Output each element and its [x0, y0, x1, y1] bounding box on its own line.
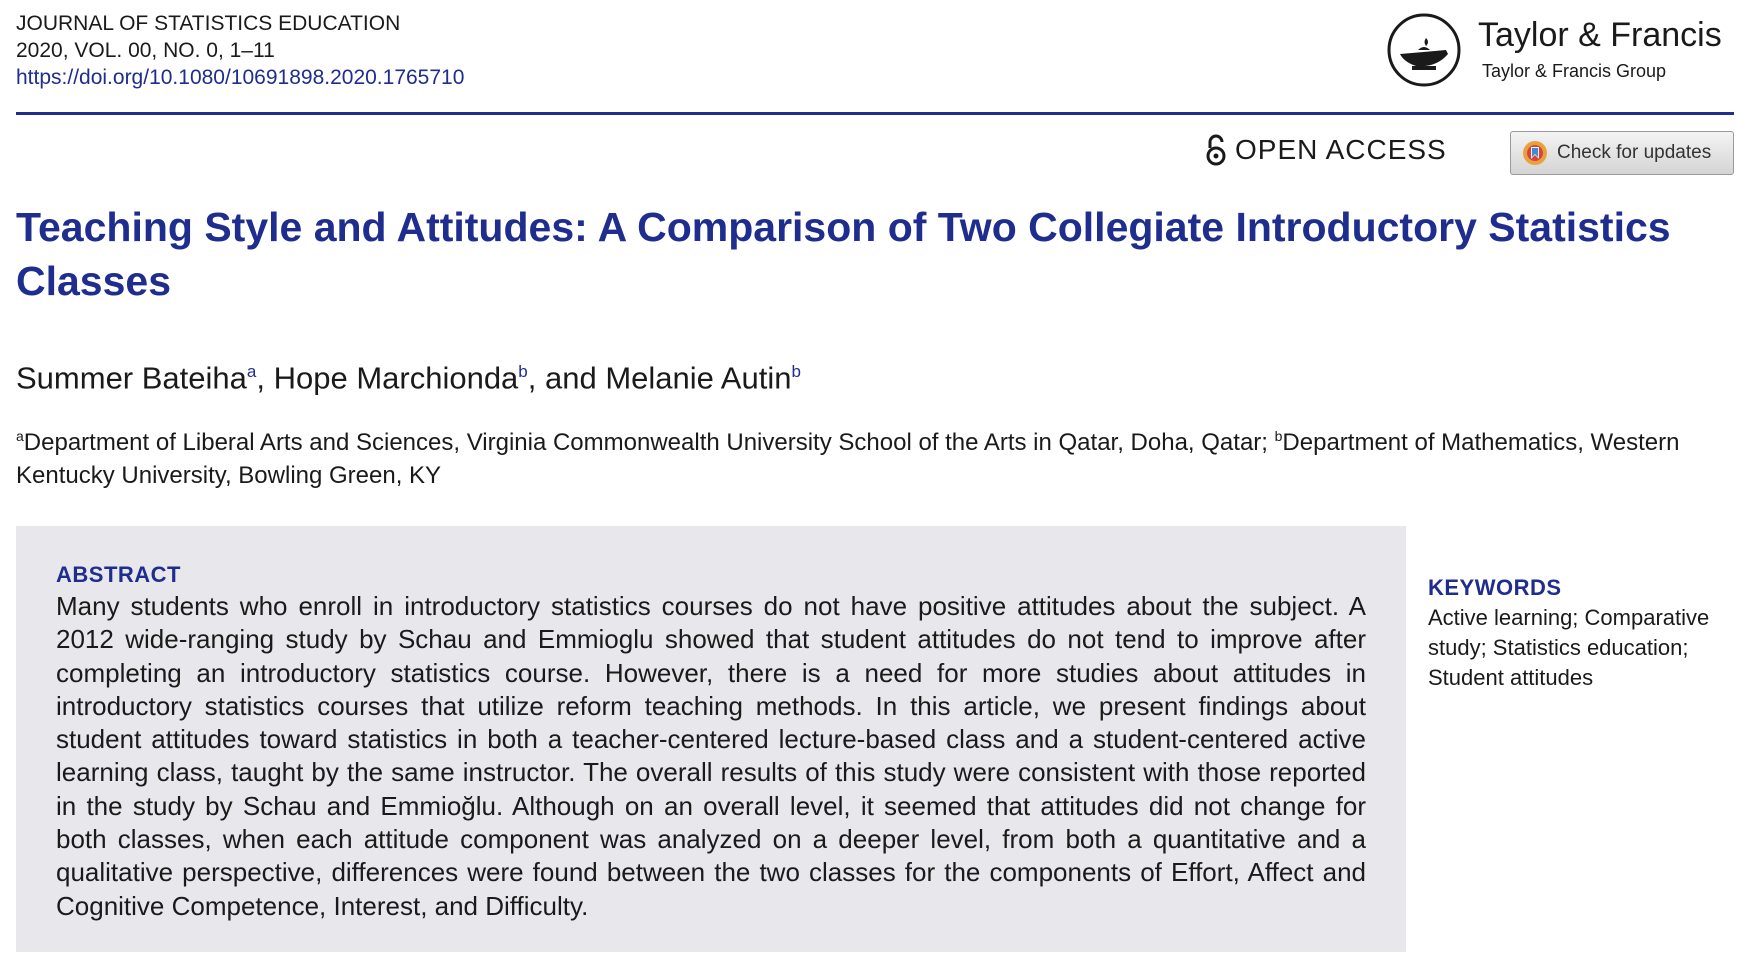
check-for-updates-label: Check for updates	[1557, 142, 1712, 163]
affiliation-marker: a	[16, 428, 24, 444]
open-access-badge	[1205, 132, 1447, 168]
author-name[interactable]: Melanie Autin	[605, 360, 792, 396]
open-access-label: OPEN ACCESS	[1235, 134, 1447, 165]
author-name[interactable]: Hope Marchionda	[273, 360, 519, 396]
journal-header	[16, 10, 464, 91]
publisher-group: Taylor & Francis Group	[1482, 61, 1667, 81]
oil-lamp-icon	[1386, 12, 1462, 88]
publisher-logo[interactable]	[1386, 12, 1726, 88]
doi-link[interactable]: https://doi.org/10.1080/10691898.2020.1765710	[16, 66, 465, 89]
publisher-name: Taylor & Francis	[1478, 16, 1722, 54]
header-divider	[16, 112, 1734, 115]
article-title: Teaching Style and Attitudes: A Comparison of Two Collegiate Introductory Statistics Classes	[16, 204, 1671, 304]
abstract-text: Many students who enroll in introductory statistics courses do not have positive attitudes about the subject. A 2012 wide-ranging study by Schau and Emmioglu showed that student attitudes do not tend to improve after completing an introductory statistics course. However, there is a need for more studies about attitudes in introductory statistics courses that utilize reform teaching methods. In this article, we present findings about student attitudes toward statistics in both a teacher-centered lecture-based class and a student-centered active learning class, taught by the same instructor. The overall results of this study were consistent with those reported in the study by Schau and Emmioğlu. Although on an overall level, it seemed that attitudes did not change for both classes, when each attitude component was analyzed on a deeper level, from both a quantitative and a qualitative perspective, differences were found between the two classes for the components of Effort, Affect and Cognitive Competence, Interest, and Difficulty.	[56, 591, 1366, 921]
affiliation-text: Department of Liberal Arts and Sciences, Virginia Commonwealth University School of the Arts in Qatar, Doha, Qatar;	[23, 429, 1275, 456]
affiliation-marker: b	[1274, 428, 1283, 444]
keywords-heading: KEYWORDS	[1428, 575, 1562, 600]
author-separator: , and	[527, 360, 606, 396]
affiliations	[16, 420, 1736, 492]
author-separator: ,	[256, 360, 274, 396]
abstract-heading: ABSTRACT	[56, 562, 181, 587]
author-list	[16, 352, 801, 398]
open-lock-icon	[1205, 134, 1227, 166]
author-name[interactable]: Summer Bateiha	[16, 360, 247, 396]
check-for-updates-button[interactable]	[1510, 131, 1734, 175]
author-affiliation-marker: a	[246, 362, 257, 381]
affiliation-text: Department of Mathematics, Western Kentucky University, Bowling Green, KY	[16, 429, 1680, 489]
crossmark-icon	[1521, 139, 1549, 167]
journal-citation: 2020, VOL. 00, NO. 0, 1–11	[16, 39, 275, 62]
author-affiliation-marker: b	[518, 362, 528, 381]
keywords-text: Active learning; Comparative study; Statistics education; Student attitudes	[1428, 605, 1710, 690]
journal-name: JOURNAL OF STATISTICS EDUCATION	[16, 12, 401, 35]
author-affiliation-marker: b	[791, 362, 801, 381]
